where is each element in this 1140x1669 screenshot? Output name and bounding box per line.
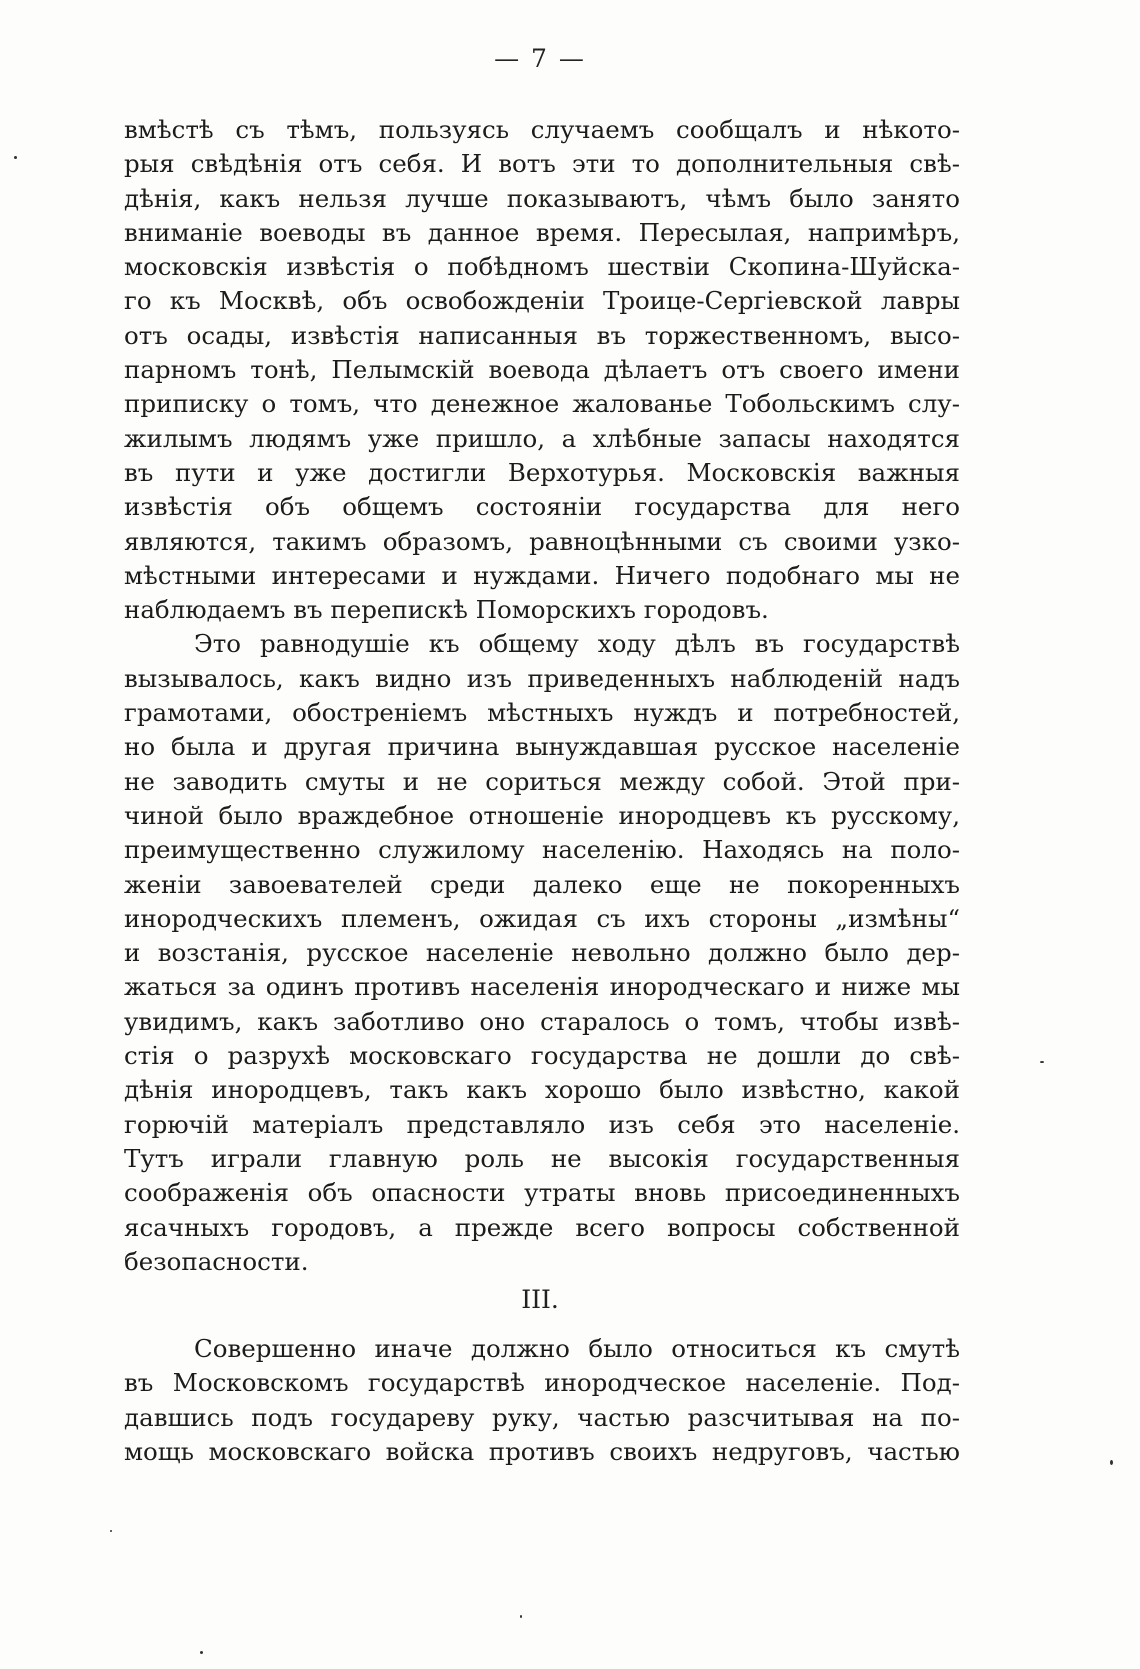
- text-line: но была и другая причина вынуждавшая русское населеніе: [124, 732, 960, 762]
- text-line: московскія извѣстія о побѣдномъ шествіи Скопина-Шуйска-: [124, 252, 960, 282]
- paragraph-2: [124, 627, 960, 1279]
- text-line: дѣнія, какъ нельзя лучше показываютъ, чѣмъ было занято: [124, 183, 960, 213]
- text-line: не заводить смуты и не сориться между собой. Этой при-: [124, 766, 960, 796]
- text-line: вниманіе воеводы въ данное время. Пересылая, напримѣръ,: [124, 217, 960, 247]
- text-line: увидимъ, какъ заботливо оно старалось о томъ, чтобы извѣ-: [124, 1006, 960, 1036]
- page-number: — 7 —: [494, 44, 586, 73]
- text-line: въ Московскомъ государствѣ инородческое населеніе. Под-: [124, 1368, 960, 1398]
- text-line: грамотами, обостреніемъ мѣстныхъ нуждъ и потребностей,: [124, 698, 960, 728]
- text-line: жаться за одинъ противъ населенія инородческаго и ниже мы: [124, 972, 960, 1002]
- scan-speck: [520, 1615, 522, 1618]
- text-line: Тутъ играли главную роль не высокія государственныя: [124, 1143, 960, 1173]
- text-line: вмѣстѣ съ тѣмъ, пользуясь случаемъ сообщалъ и нѣкото-: [124, 115, 960, 144]
- text-line: ясачныхъ городовъ, а прежде всего вопросы собственной: [124, 1212, 960, 1242]
- text-line: безопасности.: [124, 1246, 309, 1276]
- text-line: женіи завоевателей среди далеко еще не покоренныхъ: [124, 869, 960, 899]
- body-text-continued: [124, 1332, 960, 1469]
- text-line: мѣстными интересами и нуждами. Ничего подобнаго мы не: [124, 560, 960, 590]
- scan-speck: [110, 1530, 112, 1532]
- text-line: парномъ тонѣ, Пелымскій воевода дѣлаетъ отъ своего имени: [124, 355, 960, 385]
- text-line: инородческихъ племенъ, ожидая съ ихъ стороны „измѣны“: [124, 903, 960, 933]
- text-line: вызывалось, какъ видно изъ приведенныхъ наблюденій надъ: [124, 663, 960, 693]
- text-line: отъ осады, извѣстія написанныя въ торжественномъ, высо-: [124, 320, 960, 350]
- text-line: горючій матеріалъ представляло изъ себя это населеніе.: [124, 1109, 960, 1139]
- text-line: го къ Москвѣ, объ освобожденіи Троице-Сергіевской лавры: [124, 286, 960, 316]
- text-line: жилымъ людямъ уже пришло, а хлѣбные запасы находятся: [124, 423, 960, 453]
- paragraph-3: [124, 1332, 960, 1469]
- text-line: въ пути и уже достигли Верхотурья. Московскія важныя: [124, 457, 960, 487]
- text-line: соображенія объ опасности утраты вновь присоединенныхъ: [124, 1178, 960, 1208]
- text-line: мощь московскаго войска противъ своихъ недруговъ, частью: [124, 1436, 960, 1466]
- scan-speck: [1040, 1061, 1044, 1063]
- text-line: являются, такимъ образомъ, равноцѣнными съ своими узко-: [124, 526, 960, 556]
- text-line: Это равнодушіе къ общему ходу дѣлъ въ государствѣ: [194, 629, 960, 659]
- text-line: рыя свѣдѣнія отъ себя. И вотъ эти то дополнительныя свѣ-: [124, 149, 960, 179]
- text-line: преимущественно служилому населенію. Находясь на поло-: [124, 835, 960, 865]
- section-heading: III.: [521, 1285, 559, 1314]
- scan-speck: [200, 1651, 203, 1654]
- body-text: [124, 113, 960, 1279]
- text-line: чиной было враждебное отношеніе инородцевъ къ русскому,: [124, 800, 960, 830]
- text-line: дѣнія инородцевъ, такъ какъ хорошо было извѣстно, какой: [124, 1075, 960, 1105]
- text-line: Совершенно иначе должно было относиться къ смутѣ: [194, 1334, 960, 1363]
- text-line: стія о разрухѣ московскаго государства не дошли до свѣ-: [124, 1041, 960, 1071]
- paragraph-1: [124, 113, 960, 627]
- scan-speck: [1110, 1460, 1113, 1465]
- text-line: давшись подъ государеву руку, частью разсчитывая на по-: [124, 1402, 960, 1432]
- scan-speck: [14, 156, 17, 159]
- text-line: и возстанія, русское населеніе невольно должно было дер-: [124, 938, 960, 968]
- text-line: наблюдаемъ въ перепискѣ Поморскихъ городовъ.: [124, 595, 769, 625]
- text-line: приписку о томъ, что денежное жалованье Тобольскимъ слу-: [124, 389, 960, 419]
- text-line: извѣстія объ общемъ состояніи государства для него: [124, 492, 960, 522]
